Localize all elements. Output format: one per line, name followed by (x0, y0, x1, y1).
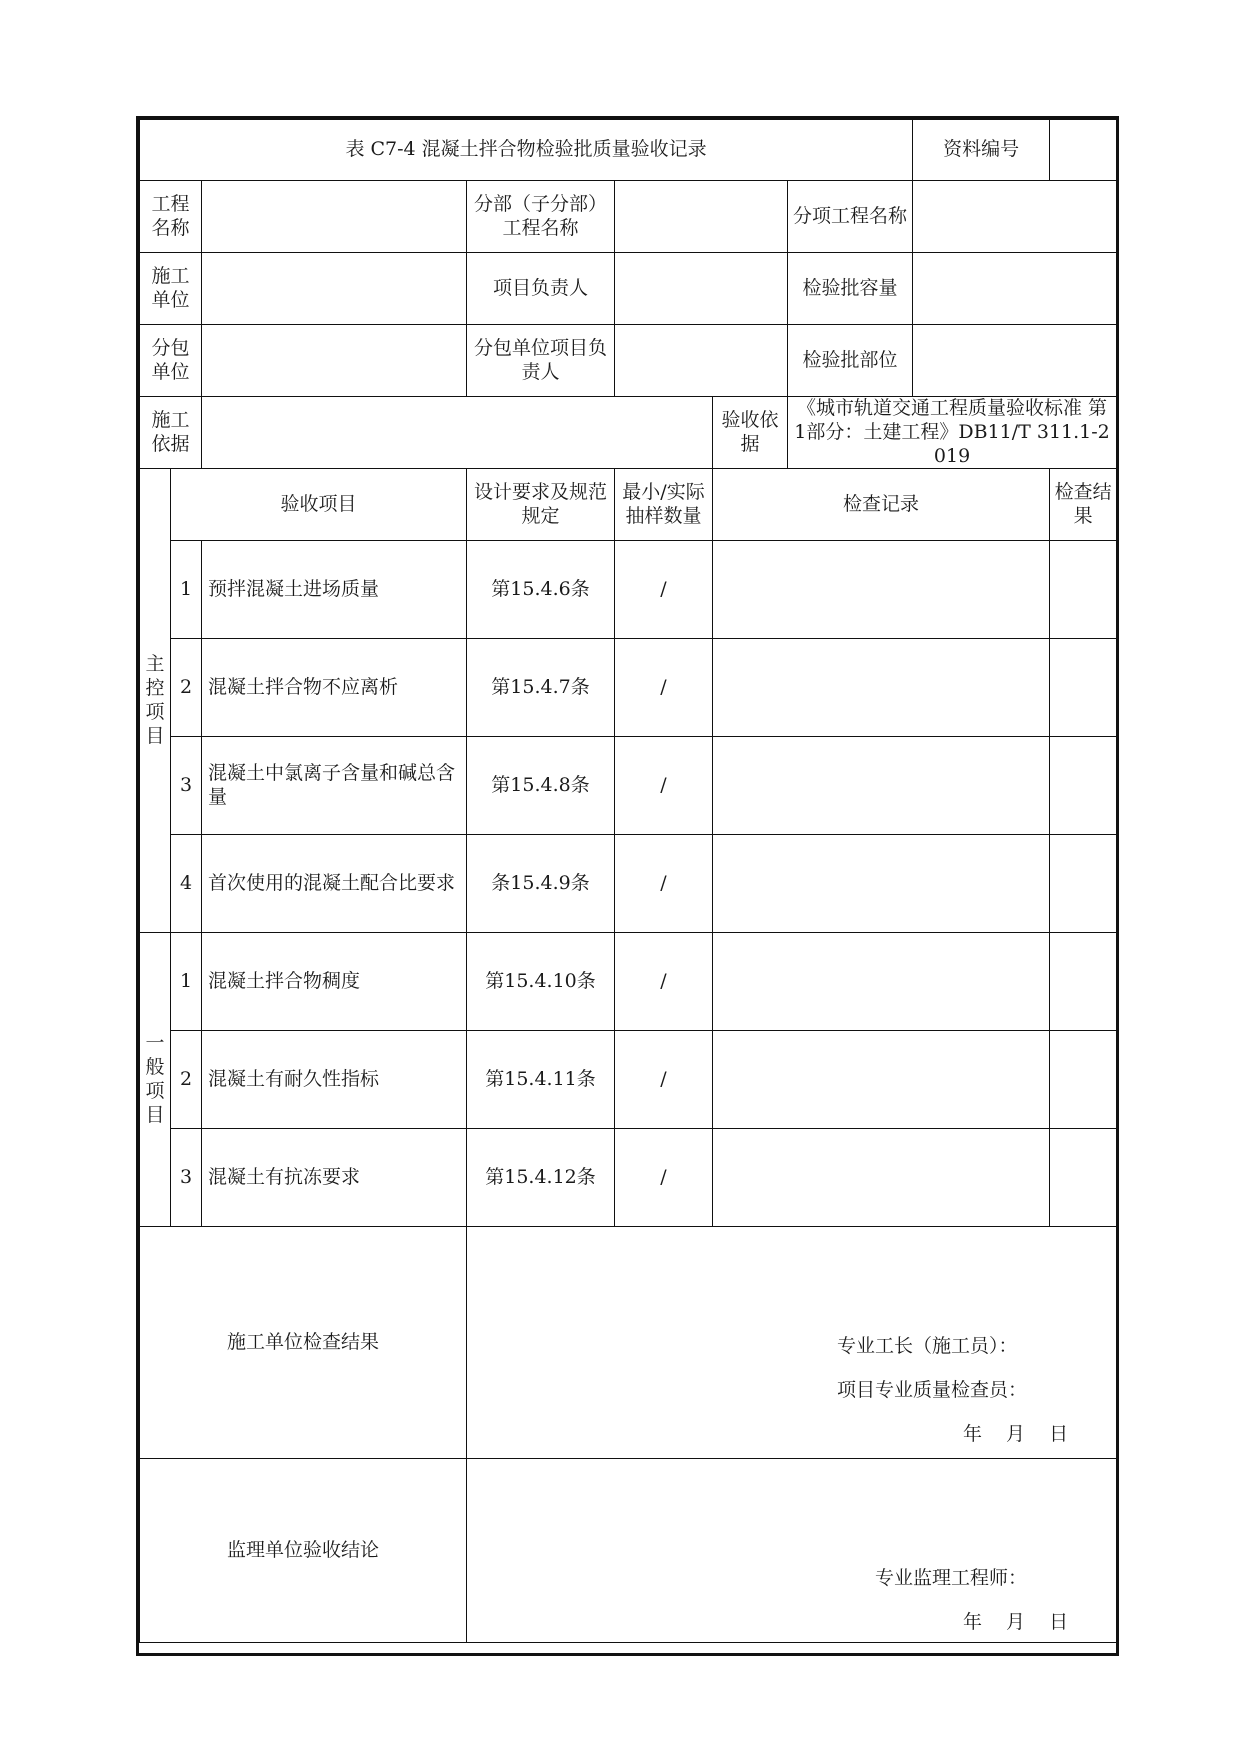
item-result-field[interactable] (1050, 835, 1117, 933)
item-result-field[interactable] (1050, 1031, 1117, 1129)
doc-no-label: 资料编号 (913, 120, 1050, 181)
col-design-header: 设计要求及规范规定 (467, 469, 615, 541)
item-clause: 第15.4.6条 (467, 541, 615, 639)
item-clause: 第15.4.7条 (467, 639, 615, 737)
item-clause: 第15.4.8条 (467, 737, 615, 835)
item-record-field[interactable] (713, 933, 1050, 1031)
engineer-signature-label: 专业监理工程师： (875, 1567, 1028, 1590)
item-clause: 条15.4.9条 (467, 835, 615, 933)
batch-capacity-field[interactable] (913, 253, 1117, 325)
item-clause: 第15.4.12条 (467, 1129, 615, 1227)
main-control-label: 主控项目 (140, 469, 171, 933)
col-item-header: 验收项目 (171, 469, 467, 541)
batch-location-label: 检验批部位 (788, 325, 913, 397)
item-sample: / (615, 835, 713, 933)
project-manager-field[interactable] (615, 253, 788, 325)
table-row (140, 933, 1117, 1031)
sub-division-field[interactable] (615, 181, 788, 253)
item-sample: / (615, 737, 713, 835)
acceptance-basis-value: 《城市轨道交通工程质量验收标准 第1部分：土建工程》DB11/T 311.1-2019 (788, 397, 1117, 469)
item-sample: / (615, 933, 713, 1031)
table-row (140, 835, 1117, 933)
sub-manager-field[interactable] (615, 325, 788, 397)
supervisor-check-area[interactable] (467, 1459, 1117, 1643)
form-title: 表 C7-4 混凝土拌合物检验批质量验收记录 (140, 120, 913, 181)
inspector-signature-label: 项目专业质量检查员： (837, 1379, 1028, 1402)
row-number: 4 (171, 835, 202, 933)
item-sample: / (615, 639, 713, 737)
item-name: 首次使用的混凝土配合比要求 (202, 835, 467, 933)
row-number: 2 (171, 639, 202, 737)
item-result-field[interactable] (1050, 541, 1117, 639)
contractor-date: 年 月 日 (963, 1423, 1069, 1446)
item-result-field[interactable] (1050, 639, 1117, 737)
supervisor-date: 年 月 日 (963, 1611, 1069, 1634)
acceptance-basis-label: 验收依据 (713, 397, 788, 469)
acceptance-form (136, 116, 1119, 1656)
item-sample: / (615, 541, 713, 639)
row-number: 1 (171, 933, 202, 1031)
item-name: 混凝土有抗冻要求 (202, 1129, 467, 1227)
subcontractor-label: 分包单位 (140, 325, 202, 397)
item-record-field[interactable] (713, 541, 1050, 639)
subcontractor-field[interactable] (202, 325, 467, 397)
batch-capacity-label: 检验批容量 (788, 253, 913, 325)
table-row (140, 541, 1117, 639)
item-record-field[interactable] (713, 835, 1050, 933)
project-name-label: 工程名称 (140, 181, 202, 253)
general-label: 一般项目 (140, 933, 171, 1227)
item-record-field[interactable] (713, 1031, 1050, 1129)
sub-division-label: 分部（子分部）工程名称 (467, 181, 615, 253)
item-result-field[interactable] (1050, 933, 1117, 1031)
item-result-field[interactable] (1050, 737, 1117, 835)
sub-manager-label: 分包单位项目负责人 (467, 325, 615, 397)
item-result-field[interactable] (1050, 1129, 1117, 1227)
col-result-header: 检查结果 (1050, 469, 1117, 541)
project-name-field[interactable] (202, 181, 467, 253)
table-row (140, 737, 1117, 835)
table-row (140, 639, 1117, 737)
item-name: 混凝土拌合物不应离析 (202, 639, 467, 737)
col-record-header: 检查记录 (713, 469, 1050, 541)
construction-basis-field[interactable] (202, 397, 713, 469)
contractor-check-label: 施工单位检查结果 (140, 1227, 467, 1459)
contractor-field[interactable] (202, 253, 467, 325)
item-name: 混凝土有耐久性指标 (202, 1031, 467, 1129)
supervisor-check-label: 监理单位验收结论 (140, 1459, 467, 1643)
doc-no-field[interactable] (1050, 120, 1117, 181)
table-row (140, 1031, 1117, 1129)
item-record-field[interactable] (713, 1129, 1050, 1227)
row-number: 1 (171, 541, 202, 639)
item-name: 混凝土中氯离子含量和碱总含量 (202, 737, 467, 835)
item-name: 预拌混凝土进场质量 (202, 541, 467, 639)
sub-item-label: 分项工程名称 (788, 181, 913, 253)
item-sample: / (615, 1031, 713, 1129)
batch-location-field[interactable] (913, 325, 1117, 397)
contractor-check-area[interactable] (467, 1227, 1117, 1459)
item-clause: 第15.4.11条 (467, 1031, 615, 1129)
project-manager-label: 项目负责人 (467, 253, 615, 325)
item-record-field[interactable] (713, 639, 1050, 737)
item-sample: / (615, 1129, 713, 1227)
col-sample-header: 最小/实际抽样数量 (615, 469, 713, 541)
foreman-signature-label: 专业工长（施工员）： (837, 1335, 1018, 1358)
sub-item-field[interactable] (913, 181, 1117, 253)
table-row (140, 1129, 1117, 1227)
item-clause: 第15.4.10条 (467, 933, 615, 1031)
row-number: 2 (171, 1031, 202, 1129)
row-number: 3 (171, 737, 202, 835)
row-number: 3 (171, 1129, 202, 1227)
construction-basis-label: 施工依据 (140, 397, 202, 469)
contractor-label: 施工单位 (140, 253, 202, 325)
form-table (139, 119, 1117, 1643)
item-name: 混凝土拌合物稠度 (202, 933, 467, 1031)
item-record-field[interactable] (713, 737, 1050, 835)
